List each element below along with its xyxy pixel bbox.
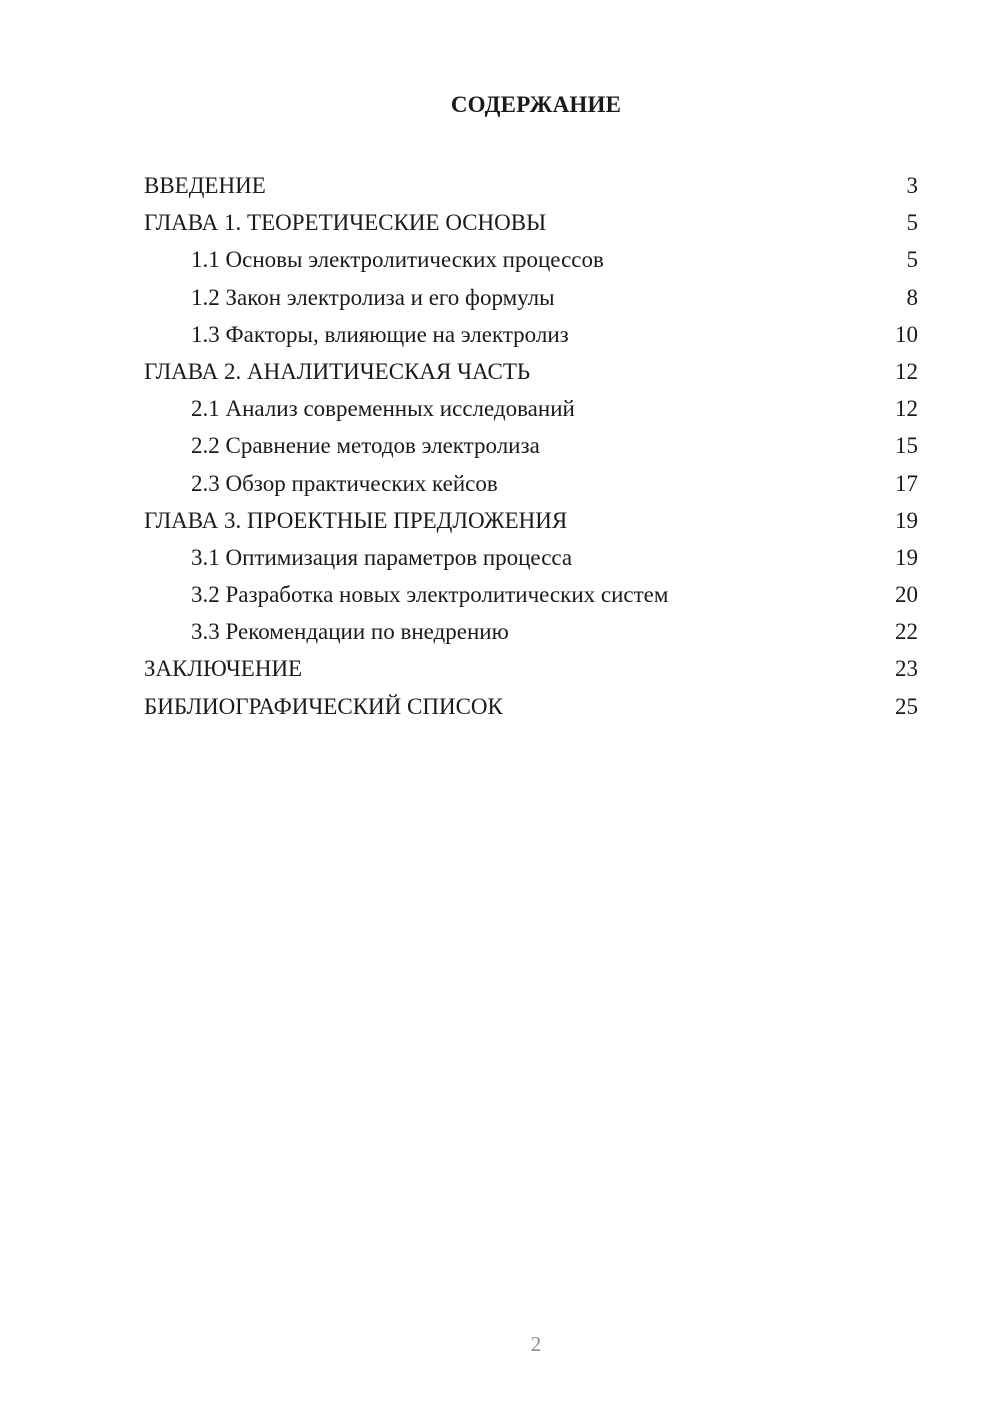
toc-entry-label: ГЛАВА 2. АНАЛИТИЧЕСКАЯ ЧАСТЬ (144, 358, 531, 384)
toc-entry-label: ГЛАВА 1. ТЕОРЕТИЧЕСКИЕ ОСНОВЫ (144, 210, 547, 236)
toc-entry-page: 10 (895, 321, 918, 347)
toc-entry-section-2-1 (144, 390, 918, 427)
toc-entry-page: 20 (895, 582, 918, 608)
toc-entry-label: 2.3 Обзор практических кейсов (191, 470, 498, 496)
toc-entry-label: 1.2 Закон электролиза и его формулы (191, 284, 555, 310)
toc-entry-section-1-3 (144, 316, 918, 353)
toc-entry-section-1-2 (144, 279, 918, 316)
toc-entry-label: БИБЛИОГРАФИЧЕСКИЙ СПИСОК (144, 693, 503, 719)
toc-entry-page: 12 (895, 358, 918, 384)
toc-entry-section-3-1 (144, 539, 918, 576)
table-of-contents (144, 167, 918, 725)
toc-entry-label: ГЛАВА 3. ПРОЕКТНЫЕ ПРЕДЛОЖЕНИЯ (144, 507, 568, 533)
toc-entry-section-2-2 (144, 427, 918, 464)
toc-entry-page: 12 (895, 396, 918, 422)
toc-entry-label: ВВЕДЕНИЕ (144, 173, 266, 198)
toc-entry-page: 22 (895, 619, 918, 645)
page-number: 2 (530, 1332, 542, 1356)
toc-entry-section-3-2 (144, 576, 918, 613)
toc-entry-label: 3.2 Разработка новых электролитических систем (191, 582, 669, 608)
toc-entry-page: 5 (906, 247, 918, 273)
toc-entry-page: 23 (895, 656, 918, 682)
toc-entry-introduction (144, 167, 918, 204)
toc-entry-page: 17 (895, 470, 918, 496)
toc-entry-section-2-3 (144, 465, 918, 502)
toc-entry-bibliography (144, 688, 918, 725)
toc-entry-section-3-3 (144, 613, 918, 650)
toc-entry-page: 19 (895, 507, 918, 533)
toc-entry-page: 25 (895, 693, 918, 719)
toc-entry-page: 5 (906, 210, 918, 236)
toc-entry-section-1-1 (144, 241, 918, 278)
toc-entry-label: 1.1 Основы электролитических процессов (191, 247, 604, 273)
toc-entry-label: 1.3 Факторы, влияющие на электролиз (191, 321, 569, 347)
toc-entry-conclusion (144, 650, 918, 687)
toc-entry-label: ЗАКЛЮЧЕНИЕ (144, 656, 303, 682)
toc-entry-label: 2.1 Анализ современных исследований (191, 396, 575, 422)
toc-entry-page: 19 (895, 544, 918, 570)
toc-entry-label: 3.1 Оптимизация параметров процесса (191, 544, 573, 570)
toc-title: СОДЕРЖАНИЕ (450, 92, 622, 117)
toc-entry-page: 3 (906, 173, 918, 198)
toc-entry-chapter-1 (144, 204, 918, 241)
toc-entry-page: 15 (895, 433, 918, 459)
toc-entry-label: 3.3 Рекомендации по внедрению (191, 619, 509, 645)
toc-entry-page: 8 (906, 284, 918, 310)
toc-entry-label: 2.2 Сравнение методов электролиза (191, 433, 540, 459)
toc-entry-chapter-3 (144, 502, 918, 539)
toc-entry-chapter-2 (144, 353, 918, 390)
